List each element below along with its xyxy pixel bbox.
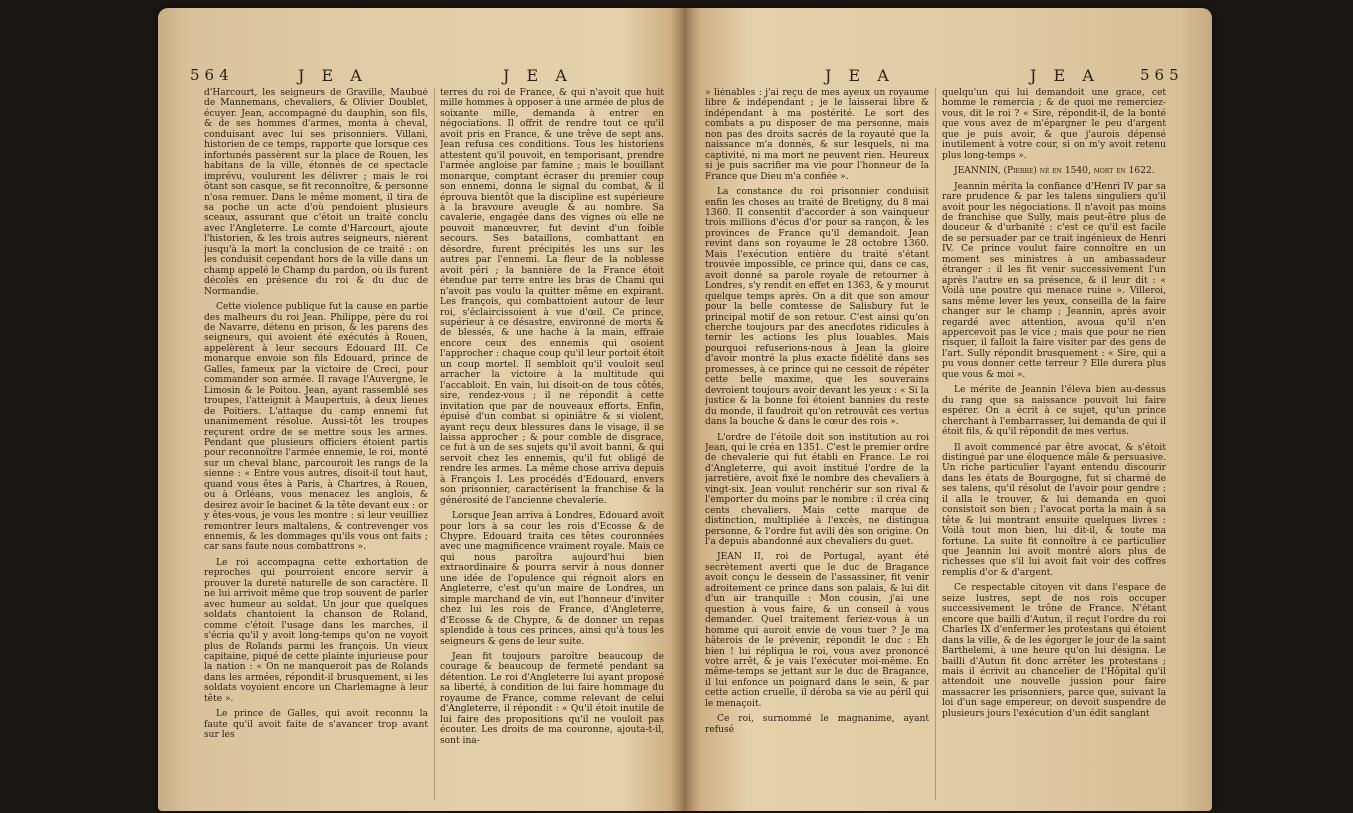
- paragraph: L'ordre de l'étoile doit son institution au roi Jean, qui le créa en 1351. C'est le premier ordre de chevalerie qui fut établi en France. Le roi d'Angleterre, qui avoit institué l'ordre de la jarretière, avoit fixé le nombre des chevaliers à vingt-six. Jean voulut renchérir sur son rival & l'emporter du moins par le nombre : il créa cinq cents chevaliers. Mais cette marque de distinction, multipliée à l'excès, ne distingua personne, & l'ordre fut avili dès son origine. On l'a depuis abandonné aux chevaliers du guet.: [705, 432, 929, 548]
- running-head: J E A: [298, 66, 368, 85]
- book-spread: [158, 8, 1212, 811]
- paragraph: Le roi accompagna cette exhortation de reproches qui pourroient encore servir à prouver la dureté naturelle de son caractère. Il ne lui arrivoit même que trop souvent de parler avec humeur au soldat. Un jour que quelques soldats chantoient la chanson de Roland, comme c'étoit l'usage dans les marches, il s'écria qu'il y avoit long-temps qu'on ne voyoit plus de Rolands parmi les françois. Un vieux capitaine, piqué de cette plainte injurieuse pour la nation : « On ne manqueroit pas de Rolands dans les armées, répondit-il brusquement, si les soldats voyoient encore un Charlemagne à leur tête ».: [204, 557, 428, 704]
- running-head: J E A: [825, 66, 895, 85]
- column-rule: [935, 88, 936, 800]
- text-column-2: [942, 88, 1166, 800]
- paragraph: JEAN II, roi de Portugal, ayant été secrètement averti que le duc de Bragance avoit conçu le dessein de l'assassiner, fit venir adroitement ce prince dans son palais, & lui dit d'un air tranquille : Mon cousin, j'ai une question à vous faire, & un conseil à vous demander. Quel traitement feriez-vous à un homme qui auroit envie de vous tuer ? Je ma hâterois de le prévenir, répondit le duc : Eh bien ! lui répliqua le roi, vous avez prononcé votre arrêt, & je vais l'exécuter moi-même. En même-temps se jettant sur le duc de Bragance, il lui enfonce un poignard dans le sein, & par cette action cruelle, il déroba sa vie au péril qui le menaçoit.: [705, 552, 929, 709]
- paragraph: Le mérite de Jeannin l'éleva bien au-dessus du rang que sa naissance pouvoit lui faire espérer. On a écrit à ce sujet, qu'un prince cherchant à l'embarrasser, lui demanda de qui il étoit fils, & qu'il répondit de mes vertus.: [942, 385, 1166, 438]
- left-page: [158, 8, 685, 811]
- text-column-1: [204, 88, 428, 800]
- left-page-header: [158, 66, 685, 86]
- paragraph: Jean fit toujours paroître beaucoup de courage & beaucoup de fermeté pendant sa détention. Le roi d'Angleterre lui ayant proposé sa liberté, à condition de lui faire hommage du royaume de France, comme relevant de celui d'Angleterre, il répondit : « Qu'il étoit inutile de lui faire des propositions qu'il ne vouloit pas écouter. Les droits de ma couronne, ajouta-t-il, sont ina-: [440, 652, 664, 746]
- paragraph: Il avoit commencé par être avocat, & s'étoit distingué par une éloquence mâle & persuasive. Un riche particulier l'ayant entendu discourir dans les états de Bourgogne, fut si charmé de ses talens, qu'il résolut de l'avoir pour gendre ; il alla le trouver, & lui demanda en quoi consistoit son bien ; l'avocat porta la main à sa tête & lui montrant ensuite quelques livres : Voilà tout mon bien, lui dit-il, & toute ma fortune. La suite fit connoître à ce particulier que Jeannin lui avoit montré alors plus de richesses que s'il lui avoit fait voir des coffres remplis d'or & d'argent.: [942, 442, 1166, 578]
- paragraph: d'Harcourt, les seigneurs de Graville, Maubué de Mannemans, chevaliers, & Olivier Doublet, écuyer. Jean, accompagné du dauphin, son fils, & de ses hommes d'armes, monta à cheval, conduisant avec lui ses prisonniers. Villani, historien de ce temps, rapporte que lorsque ces infortunés passèrent sur la place de Rouen, les habitans de la ville, étonnés de ce spectacle imprévu, voulurent les délivrer ; mais le roi ôtant son casque, se fit reconnoître, & personne n'osa remuer. Dans le même moment, il tira de sa poche un acte d'où pendoient plusieurs sceaux, assurant que c'étoit un traité conclu avec l'Angleterre. Le comte d'Harcourt, ajoute l'historien, & les trois autres seigneurs, niérent jusqu'à la mort la conclusion de ce traité : on les conduisit cependant hors de la ville dans un champ appelé le Champ du pardon, où ils furent décolés en présence du roi & du duc de Normandie.: [204, 88, 428, 297]
- page-number: 564: [190, 66, 234, 84]
- paragraph: » liénables : j'ai reçu de mes ayeux un royaume libre & indépendant ; je le laisserai libre & indépendant à ma postérité. Le sort des combats a pu disposer de ma personne, mais non pas des droits sacrés de la royauté que la naissance m'a donnés, & sur lesquels, ni ma captivité, ni ma mort ne peuvent rien. Heureux si je puis sacrifier ma vie pour l'honneur de la France que Dieu m'a confiée ».: [705, 88, 929, 182]
- running-head: J E A: [503, 66, 573, 85]
- paragraph: quelqu'un qui lui demandoit une grace, cet homme le remercia ; & de quoi me remerciez-vous, dit le roi ? « Sire, répondit-il, de la bonté que vous avez de m'épargner le peu d'argent que je puis avoir, & que j'aurois dépensé inutilement à votre cour, si on m'y avoit retenu plus long-temps ».: [942, 88, 1166, 161]
- paragraph: Lorsque Jean arriva à Londres, Edouard avoit pour lors à sa cour les rois d'Ecosse & de Chypre. Edouard traita ces têtes couronnées avec une magnificence vraiment royale. Mais ce qui nous paroîtra aujourd'hui bien extraordinaire & pourra servir à nous donner une idée de l'opulence qui régnoit alors en Angleterre, c'est qu'un maire de Londres, un simple marchand de vin, eut l'honneur d'inviter chez lui les rois de France, d'Angleterre, d'Ecosse & de Chypre, & de donner un repas splendide à tous ces princes, ainsi qu'à tous les seigneurs & gens de leur suite.: [440, 511, 664, 647]
- right-page-header: [685, 66, 1212, 86]
- right-page: [685, 8, 1212, 811]
- page-number: 565: [1140, 66, 1184, 84]
- paragraph: La constance du roi prisonnier conduisit enfin les choses au traité de Bretigny, du 8 mai 1360. Il consentit d'accorder à son vainqueur trois millions d'écus d'or pour sa rançon, & les provinces de France qu'il demandoit. Jean revint dans son royaume le 28 octobre 1360. Mais l'exécution entière du traité s'étant trouvée impossible, ce prince qui, dans ce cas, avoit donné sa parole royale de retourner à Londres, s'y rendit en effet en 1363, & y mourut quelque temps après. On a dit que son amour pour la belle comtesse de Salisbury fut le principal motif de son retour. C'est ainsi qu'on cherche toujours par des anecdotes ridicules à ternir les actions les plus louables. Mais pourquoi refuserions-nous à Jean la gloire d'avoir montré la plus exacte fidélité dans ses promesses, à ce prince qui ne cessoit de répéter cette belle maxime, que les souverains devroient toujours avoir devant les yeux : « Si la justice & la bonne foi étoient bannies du reste du monde, il faudroit qu'on retrouvât ces vertus dans la bouche & dans le cœur des rois ».: [705, 187, 929, 428]
- text-column-2: [440, 88, 664, 800]
- paragraph: terres du roi de France, & qui n'avoit que huit mille hommes à opposer à une armée de plus de soixante mille, demanda à entrer en négociations. Il offrit de rendre tout ce qu'il avoit pris en France, & une trêve de sept ans. Jean refusa ces conditions. Tous les historiens attestent qu'il pouvoit, en temporisant, prendre l'armée angloise par famine ; mais le bouillant monarque, comptant écraser du premier coup son ennemi, donna le signal du combat, & il éprouva bientôt que la discipline est supérieure à la bravoure aveugle & au nombre. Sa cavalerie, engagée dans des vignes où elle ne pouvoit manœuvrer, fut devint d'un foible secours. Ses bataillons, combattant en désordre, furent précipités les uns sur les autres par l'ennemi. La fleur de la noblesse avoit péri ; la bannière de la France étoit étendue par terre entre les bras de Chami qui n'avoit pas voulu la quitter même en expirant. Les françois, qui combattoient autour de leur roi, s'éclaircissoient à vue d'œil. Ce prince, supérieur à ce désastre, environné de morts & de blessés, & une hache à la main, effraie encore ceux des ennemis qui osoient l'approcher : chaque coup qu'il leur portoit étoit un coup mortel. Il sembloit qu'il vouloit seul arracher la victoire à la multitude qui l'accabloit. En vain, lui disoit-on de tous côtés, sire, rendez-vous ; il ne répondit à cette invitation que par de nouveaux efforts. Enfin, épuisé d'un combat si opiniâtre & si violent, ayant reçu deux blessures dans le visage, il se laissa approcher ; & pour comble de disgrace, ce fut à un de ses sujets qu'il avoit banni, & qui servoit chez les ennemis, qu'il fut obligé de rendre les armes. La même chose arriva depuis à François I. Les procédés d'Edouard, envers son prisonnier, caractérisent la franchise & la générosité de l'ancienne chevalerie.: [440, 88, 664, 506]
- entry-heading: JEANNIN, (Pierre) né en 1540, mort en 1622.: [954, 166, 1155, 177]
- running-head: J E A: [1030, 66, 1100, 85]
- paragraph: Le prince de Galles, qui avoit reconnu la faute qu'il avoit faite de s'avancer trop avant sur les: [204, 709, 428, 741]
- paragraph: Ce respectable citoyen vit dans l'espace de seize lustres, sept de nos rois occuper successivement le trône de France. N'étant encore que bailli d'Autun, il reçut l'ordre du roi Charles IX d'enfermer les protestans qui étoient dans la ville, & de les égorger le jour de la saint Barthelemi, à une heure qu'on lui désigna. Le bailli d'Autun fit donc arrêter les protestans ; mais il écrivit au chancelier de l'Hôpital qu'il attendoit une nouvelle jussion pour faire massacrer les prisonniers, parce que, suivant la loi d'un sage empereur, on devoit suspendre de plusieurs jours l'exécution d'un édit sanglant: [942, 583, 1166, 719]
- paragraph: Jeannin mérita la confiance d'Henri IV par sa rare prudence & par les talens singuliers qu'il avoit pour les négociations. Il n'avoit pas moins de franchise que Sully, mais peut-être plus de douceur & d'urbanité : c'est ce qu'il est facile de se persuader par ce trait ingénieux de Henri IV. Ce prince voulut faire connoître en un moment ses ministres à un ambassadeur étranger : il les fit venir successivement l'un après l'autre en sa présence, & il leur dit : « Voilà une poutre qui menace ruine ». Villeroi, sans même lever les yeux, conseilla de la faire changer sur le champ ; Jeannin, après avoir regardé avec attention, avoua qu'il n'en appercevoit pas le vice ; mais que pour ne rien risquer, il falloit la faire visiter par des gens de l'art. Sully répondit brusquement : « Sire, qui a pu vous donner cette terreur ? Elle durera plus que vous & moi ».: [942, 181, 1166, 380]
- text-column-1: [705, 88, 929, 800]
- paragraph: Cette violence publique fut la cause en partie des malheurs du roi Jean. Philippe, père du roi de Navarre, détenu en prison, & les parens des seigneurs, qui avoient été exécutés à Rouen, appelèrent à leur secours Edouard III. Ce monarque envoie son fils Edouard, prince de Galles, fameux par la victoire de Creci, pour commander son armée. Il ravage l'Auvergne, le Limosin & le Poitou. Jean, ayant rassemblé ses troupes, l'atteignit à Maupertuis, à deux lieues de Poitiers. L'attaque du camp ennemi fut unanimement résolue. Aussi-tôt les troupes reçurent ordre de se mettre sous les armes. Pendant que plusieurs officiers étoient partis pour reconnoître l'armée ennemie, le roi, monté sur un cheval blanc, parcouroit les rangs de la sienne : « Entre vous autres, disoit-il tout haut, quand vous êtes à Paris, à Chartres, à Rouen, ou à Orléans, vous menacez les anglois, & desirez avoir le bacinet & la tête devant eux : or y êtes-vous, je vous les montre : si leur veuilliez remontrer leurs maltalens, & contrevenger vos ennemis, & les dommages qu'ils vous ont faits ; car sans faute nous combattrons ».: [204, 302, 428, 553]
- column-rule: [434, 88, 435, 800]
- paragraph: Ce roi, surnommé le magnanime, ayant refusé: [705, 714, 929, 735]
